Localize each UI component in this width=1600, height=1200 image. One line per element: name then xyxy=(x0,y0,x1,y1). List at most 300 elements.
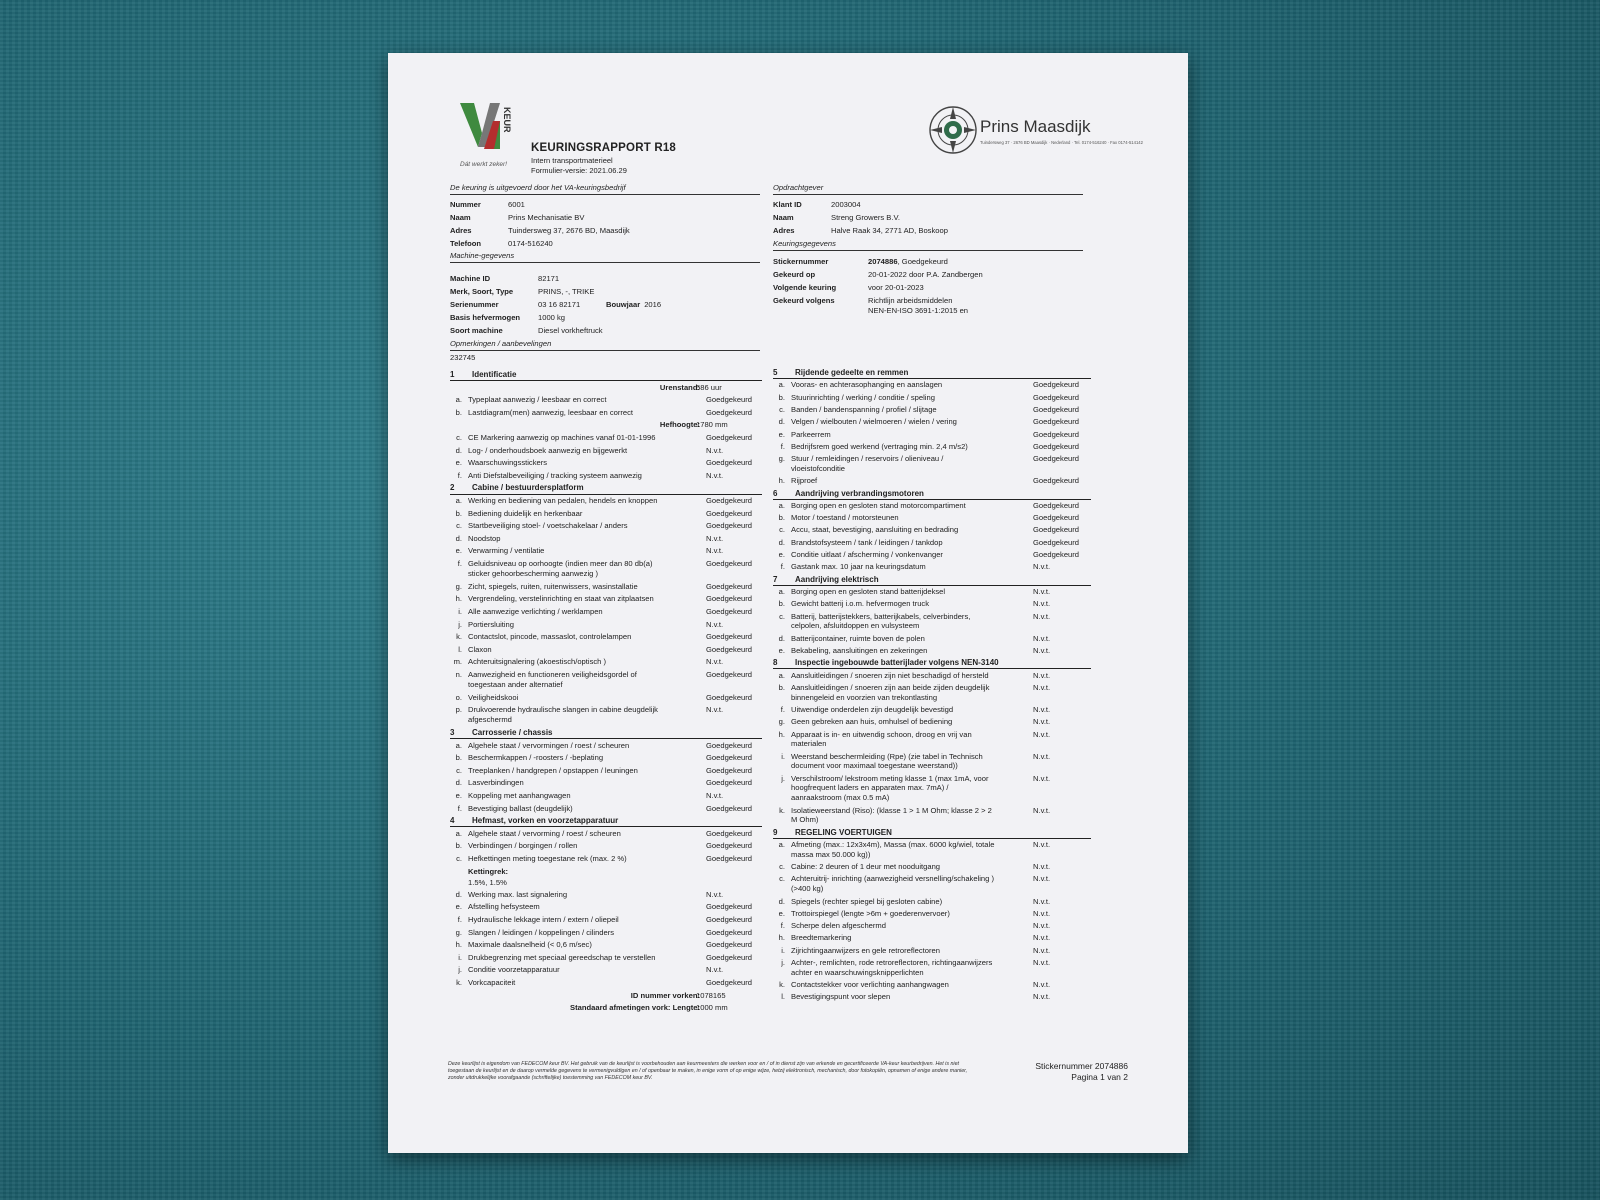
check-text xyxy=(468,753,603,763)
check-letter: i. xyxy=(781,945,785,955)
check-item xyxy=(450,395,762,405)
check-status: N.v.t. xyxy=(1033,645,1051,655)
field-machine-id: Machine ID 82171 xyxy=(450,274,560,283)
check-text-line: Veiligheidskooi xyxy=(468,692,519,702)
field-klant-adres: Adres Halve Raak 34, 2771 AD, Boskoop xyxy=(773,226,948,235)
check-text xyxy=(791,992,890,1002)
check-text-line: Motor / toestand / motorsteunen xyxy=(791,513,899,523)
section-header xyxy=(773,828,1091,839)
check-status: Goedgekeurd xyxy=(1033,537,1080,547)
check-item xyxy=(450,705,762,724)
check-item xyxy=(773,705,1091,715)
check-status: Goedgekeurd xyxy=(1033,380,1080,390)
check-letter: k. xyxy=(779,980,785,990)
check-text-line: Bevestiging ballast (deugdelijk) xyxy=(468,803,573,813)
check-letter: p. xyxy=(455,705,462,715)
check-text-line: Brandstofsysteem / tank / leidingen / tankdop xyxy=(791,537,943,547)
check-item xyxy=(450,632,762,642)
check-text-line: Anti Diefstalbeveiliging / tracking systeem aanwezig xyxy=(468,470,642,480)
check-letter: a. xyxy=(455,828,462,838)
check-status: Goedgekeurd xyxy=(706,740,753,750)
measurement-label: Standaard afmetingen vork: Lengte: xyxy=(570,1003,700,1013)
check-letter: c. xyxy=(779,862,785,872)
check-text-line: Batterij, batterijstekkers, batterijkabels, celverbinders, xyxy=(791,611,971,621)
check-item xyxy=(773,501,1091,511)
check-text-line: Trottoirspiegel (lengte >6m + goederenvervoer) xyxy=(791,908,950,918)
check-status: Goedgekeurd xyxy=(1033,500,1080,510)
check-text xyxy=(468,854,627,864)
section-number: 6 xyxy=(773,488,778,498)
check-text-line: Algehele staat / vervorming / roest / scheuren xyxy=(468,828,621,838)
check-text xyxy=(468,395,606,405)
check-item xyxy=(450,804,762,814)
check-letter: a. xyxy=(778,840,785,849)
check-item xyxy=(450,902,762,912)
check-text-line: Achter-, remlichten, rode retroreflectoren, richtingaanwijzers xyxy=(791,958,993,967)
check-item xyxy=(773,958,1091,977)
footer-disclaimer: Deze keurlijst is eigendom van FEDECOM keur BV. Het gebruik van de keurlijst is voorbehouden aan keurmeesters die werken voor en / of in dienst zijn van erkende en gecertificeerde VA-keur keurbedrijven. Het is niet toegestaan de keurlijst en de daarop vermelde gegevens te vermenigvuldigen en / of openbaar te maken, in enige vorm of op enige wijze, hetzij elektronisch, mechanisch, door fotokopiën, opnamen of enige andere manier, zonder uitdrukkelijke voorafgaande (schriftelijke) toestemming van FEDECOM keur BV. xyxy=(448,1061,968,1081)
check-text xyxy=(791,550,943,560)
field-stickernummer: Stickernummer 2074886, Goedgekeurd xyxy=(773,257,948,266)
check-status: N.v.t. xyxy=(706,790,724,800)
check-item xyxy=(773,525,1091,535)
check-text xyxy=(468,408,633,418)
check-item xyxy=(773,562,1091,572)
check-status: Goedgekeurd xyxy=(1033,404,1080,414)
check-text-line: massa max 50.000 kg)) xyxy=(791,849,871,859)
check-text-line: Achteruitsignalering (akoestisch/optisch ) xyxy=(468,657,607,667)
check-item xyxy=(773,538,1091,548)
check-text xyxy=(468,693,518,703)
measurement-value: 1078165 xyxy=(696,990,726,1000)
check-text xyxy=(468,902,540,912)
check-status: Goedgekeurd xyxy=(1033,513,1080,523)
check-text-line: Geluidsniveau op oorhoogte (indien meer dan 80 db(a) xyxy=(468,559,653,568)
check-text xyxy=(791,538,943,548)
check-letter: d. xyxy=(778,417,785,427)
check-text xyxy=(468,778,524,788)
check-item xyxy=(450,791,762,801)
measurement-label: Hefhoogte: xyxy=(659,420,700,430)
check-status: N.v.t. xyxy=(1033,862,1051,872)
check-text-line: Werking max. last signalering xyxy=(468,889,568,899)
check-text xyxy=(468,965,560,975)
check-text xyxy=(791,501,966,511)
check-letter: a. xyxy=(778,380,785,390)
check-item xyxy=(773,454,1091,473)
check-status: Goedgekeurd xyxy=(706,828,753,838)
check-letter: e. xyxy=(455,902,462,912)
check-text xyxy=(468,582,638,592)
check-item xyxy=(773,476,1091,486)
check-status: Goedgekeurd xyxy=(706,753,753,763)
check-item xyxy=(450,408,762,418)
field-serienummer: Serienummer 03 16 82171 Bouwjaar 2016 xyxy=(450,300,662,309)
check-letter: e. xyxy=(778,645,785,655)
check-status: N.v.t. xyxy=(1033,773,1051,783)
check-text xyxy=(468,953,655,963)
check-item xyxy=(773,393,1091,403)
check-item xyxy=(773,752,1091,771)
check-status: N.v.t. xyxy=(1033,921,1051,931)
check-letter: d. xyxy=(455,889,462,899)
check-status: N.v.t. xyxy=(1033,682,1051,692)
check-status: N.v.t. xyxy=(706,470,724,480)
check-status: N.v.t. xyxy=(1033,945,1051,955)
check-letter: j. xyxy=(781,958,785,967)
check-letter: b. xyxy=(455,753,462,763)
check-item xyxy=(450,620,762,630)
check-item xyxy=(773,862,1091,872)
check-text-line: hoogfrequent laders en apparaten max. 7mA) / xyxy=(791,783,949,793)
check-status: N.v.t. xyxy=(1033,586,1051,596)
check-status: N.v.t. xyxy=(1033,933,1051,943)
check-text xyxy=(468,607,603,617)
check-item xyxy=(450,753,762,763)
check-text xyxy=(468,766,638,776)
check-status: Goedgekeurd xyxy=(706,594,753,604)
check-text xyxy=(791,946,940,956)
check-text-line: Algehele staat / vervormingen / roest / scheuren xyxy=(468,740,630,750)
check-status: Goedgekeurd xyxy=(1033,525,1080,535)
check-text-line: Achteruitrij- inrichting (aanwezigheid versnelling/schakeling ) xyxy=(791,874,995,884)
check-item xyxy=(450,965,762,975)
check-item xyxy=(773,612,1091,631)
check-letter: f. xyxy=(457,914,462,924)
check-letter: c. xyxy=(779,404,785,414)
section-title: Rijdende gedeelte en remmen xyxy=(795,368,909,377)
section-number: 1 xyxy=(450,370,455,379)
field-naam: Naam Prins Mechanisatie BV xyxy=(450,213,585,222)
check-letter: k. xyxy=(456,632,462,642)
check-text-line: Lasverbindingen xyxy=(468,778,524,788)
check-status: Goedgekeurd xyxy=(1033,429,1080,439)
check-text-line: Cabine: 2 deuren of 1 deur met nooduitgang xyxy=(791,862,941,872)
check-status: N.v.t. xyxy=(1033,599,1051,609)
check-text xyxy=(468,521,628,531)
check-text-line: Aanwezigheid en functioneren veiligheidsgordel of xyxy=(468,669,637,679)
check-text-line: Breedtemarkering xyxy=(791,933,852,943)
check-item xyxy=(773,405,1091,415)
check-item xyxy=(450,657,762,667)
check-letter: e. xyxy=(778,908,785,918)
check-text xyxy=(468,841,577,851)
check-status: Goedgekeurd xyxy=(706,765,753,775)
kettingrek-label: Kettingrek: xyxy=(468,866,509,876)
field-opmerking: 232745 xyxy=(450,353,476,362)
check-text-line: Startbeveiliging stoel- / voetschakelaar / anders xyxy=(468,521,628,531)
check-text xyxy=(468,645,492,655)
check-letter: e. xyxy=(455,458,462,468)
section-number: 5 xyxy=(773,368,778,377)
section-machine: Machine-gegevens xyxy=(450,251,760,263)
check-item xyxy=(450,607,762,617)
kettingrek-value: 1.5%, 1.5% xyxy=(468,878,507,888)
check-letter: b. xyxy=(778,513,785,523)
check-text xyxy=(791,774,989,803)
field-hefvermogen: Basis hefvermogen 1000 kg xyxy=(450,313,566,322)
check-letter: g. xyxy=(778,717,785,727)
check-letter: e. xyxy=(778,429,785,439)
section-title: Aandrijving verbrandingsmotoren xyxy=(795,488,924,498)
check-text xyxy=(468,804,573,814)
check-text-line: Scherpe delen afgeschermd xyxy=(791,921,886,931)
check-item xyxy=(450,915,762,925)
section-title: Hefmast, vorken en voorzetapparatuur xyxy=(472,816,619,826)
check-text xyxy=(791,752,983,771)
check-text-line: Typeplaat aanwezig / leesbaar en correct xyxy=(468,395,607,405)
section-number: 8 xyxy=(773,658,778,668)
check-text xyxy=(791,958,992,977)
check-status: Goedgekeurd xyxy=(706,803,753,813)
check-text-line: Bedrijfsrem goed werkend (vertraging min. 2,4 m/s2) xyxy=(791,441,968,451)
check-text xyxy=(468,657,606,667)
section-header xyxy=(773,658,1091,669)
section-number: 4 xyxy=(450,816,455,826)
check-letter: i. xyxy=(458,952,462,962)
check-status: N.v.t. xyxy=(1033,729,1051,739)
check-text-line: celpolen, afsluitdoppen en vulsysteem xyxy=(791,621,920,631)
check-text-line: Treeplanken / handgrepen / opstappen / leuningen xyxy=(468,765,638,775)
field-gekeurd-op: Gekeurd op 20-01-2022 door P.A. Zandbergen xyxy=(773,270,983,279)
check-text-line: Zijrichtingaanwijzers en gele retroreflectoren xyxy=(791,945,940,955)
section-header xyxy=(450,370,762,381)
check-item xyxy=(450,546,762,556)
check-status: N.v.t. xyxy=(706,619,724,629)
check-status: N.v.t. xyxy=(1033,611,1051,621)
check-status: Goedgekeurd xyxy=(706,853,753,863)
check-text-line: document voor maximaal toegestane weerstand)) xyxy=(791,761,958,771)
check-status: N.v.t. xyxy=(1033,896,1051,906)
section-number: 3 xyxy=(450,727,455,737)
check-letter: e. xyxy=(455,790,462,800)
check-text-line: aanraakstroom (max 0.5 mA) xyxy=(791,793,890,803)
field-volgende-keuring: Volgende keuring voor 20-01-2023 xyxy=(773,283,924,292)
check-item xyxy=(450,446,762,456)
check-letter: l. xyxy=(458,644,462,654)
check-letter: f. xyxy=(457,803,462,813)
check-letter: j. xyxy=(781,773,785,783)
check-status: Goedgekeurd xyxy=(706,559,753,568)
check-status: Goedgekeurd xyxy=(1033,454,1080,464)
check-status: Goedgekeurd xyxy=(1033,550,1080,559)
check-text xyxy=(468,620,514,630)
check-item xyxy=(450,458,762,468)
check-status: Goedgekeurd xyxy=(706,914,753,924)
section-keuringsbedrijf: De keuring is uitgevoerd door het VA-keuringsbedrijf xyxy=(450,183,760,195)
check-text xyxy=(791,393,935,403)
check-text-line: Vooras- en achterasophanging en aanslagen xyxy=(791,380,943,390)
check-letter: n. xyxy=(455,669,462,679)
check-letter: e. xyxy=(455,546,462,556)
check-item xyxy=(773,946,1091,956)
check-status: N.v.t. xyxy=(706,705,724,715)
check-letter: c. xyxy=(456,765,462,775)
check-text xyxy=(468,458,547,468)
check-status: N.v.t. xyxy=(1033,670,1051,680)
check-item xyxy=(773,980,1091,990)
check-text-line: sticker gehoorbescherming aanwezig ) xyxy=(468,568,599,578)
check-item xyxy=(773,550,1091,560)
check-text-line: afgeschermd xyxy=(468,714,512,724)
check-status: Goedgekeurd xyxy=(706,952,753,962)
check-text xyxy=(791,862,940,872)
check-status: Goedgekeurd xyxy=(706,778,753,788)
check-text xyxy=(791,646,927,656)
check-text-line: Conditie uitlaat / afscherming / vonkenvanger xyxy=(791,550,943,559)
prins-compass-icon xyxy=(928,105,978,155)
check-letter: a. xyxy=(455,496,462,505)
check-text-line: Log- / onderhoudsboek aanwezig en bijgewerkt xyxy=(468,445,628,455)
check-text-line: Koppeling met aanhangwagen xyxy=(468,790,571,800)
check-text xyxy=(791,476,817,486)
check-item xyxy=(773,599,1091,609)
check-text-line: Stuurinrichting / werking / conditie / speling xyxy=(791,392,935,402)
field-nummer: Nummer 6001 xyxy=(450,200,525,209)
check-letter: g. xyxy=(455,581,462,591)
check-item xyxy=(450,645,762,655)
check-text xyxy=(468,791,571,801)
check-item xyxy=(450,766,762,776)
section-title: REGELING VOERTUIGEN xyxy=(795,827,892,837)
check-item xyxy=(450,940,762,950)
check-letter: h. xyxy=(455,940,462,950)
check-status: N.v.t. xyxy=(1033,751,1051,761)
check-text xyxy=(791,405,937,415)
check-text-line: Parkeerrem xyxy=(791,429,831,439)
check-status: Goedgekeurd xyxy=(706,902,753,912)
check-letter: m. xyxy=(453,657,462,667)
check-text-line: Uitwendige onderdelen zijn deugdelijk bevestigd xyxy=(791,704,954,714)
check-text-line: Lastdiagram(men) aanwezig, leesbaar en correct xyxy=(468,407,634,417)
check-letter: f. xyxy=(457,470,462,480)
report-title: KEURINGSRAPPORT R18 xyxy=(531,142,677,154)
check-status: N.v.t. xyxy=(706,445,724,455)
section-header xyxy=(450,483,762,494)
check-text-line: achter en waarschuwingsknipperlichten xyxy=(791,967,924,977)
check-status: N.v.t. xyxy=(1033,633,1051,643)
check-text xyxy=(791,430,831,440)
check-item xyxy=(773,683,1091,702)
check-text-line: Gastank max. 10 jaar na keuringsdatum xyxy=(791,562,926,572)
check-text-line: Noodstop xyxy=(468,533,501,543)
check-text xyxy=(791,909,950,919)
check-text xyxy=(468,509,582,519)
check-text-line: (>400 kg) xyxy=(791,884,824,894)
check-text-line: Verwarming / ventilatie xyxy=(468,546,545,556)
check-letter: d. xyxy=(455,778,462,788)
check-text-line: Beschermkappen / -roosters / -beplating xyxy=(468,753,604,763)
check-text xyxy=(791,380,942,390)
measurement-value: 586 uur xyxy=(696,382,722,392)
check-status: Goedgekeurd xyxy=(1033,392,1080,402)
check-item xyxy=(773,992,1091,1002)
check-text xyxy=(468,890,567,900)
measurement-value: 1000 mm xyxy=(696,1003,728,1013)
check-item xyxy=(450,841,762,851)
check-text xyxy=(791,599,929,609)
check-status: N.v.t. xyxy=(706,657,724,667)
check-text-line: Verschilstroom/ lekstroom meting klasse 1 (max 1mA, voor xyxy=(791,773,989,783)
check-item xyxy=(450,890,762,900)
check-text xyxy=(468,670,637,689)
check-letter: a. xyxy=(455,395,462,405)
inspection-report-page xyxy=(388,53,1188,1153)
check-item xyxy=(450,509,762,519)
check-text xyxy=(791,897,942,907)
check-text-line: Aansluitleidingen / snoeren zijn aan beide zijden deugdelijk xyxy=(791,682,990,692)
check-text xyxy=(791,933,851,943)
check-status: N.v.t. xyxy=(1033,874,1051,884)
check-text xyxy=(791,562,926,572)
check-text-line: Afmeting (max.: 12x3x4m), Massa (max. 6000 kg/wiel, totale xyxy=(791,840,995,849)
check-item xyxy=(773,806,1091,825)
check-text-line: Borging open en gesloten stand motorcompartiment xyxy=(791,500,966,510)
check-text-line: CE Markering aanwezig op machines vanaf 01-01-1996 xyxy=(468,433,656,442)
check-letter: d. xyxy=(455,533,462,543)
check-text xyxy=(468,594,654,604)
check-letter: b. xyxy=(778,682,785,692)
check-status: N.v.t. xyxy=(706,965,724,975)
check-text-line: materialen xyxy=(791,739,827,749)
check-letter: d. xyxy=(778,896,785,906)
check-status: Goedgekeurd xyxy=(706,927,753,937)
check-item xyxy=(450,778,762,788)
field-adres: Adres Tuindersweg 37, 2676 BD, Maasdijk xyxy=(450,226,630,235)
check-text xyxy=(791,921,886,931)
check-text xyxy=(468,829,621,839)
check-text xyxy=(468,978,515,988)
check-text-line: Bediening duidelijk en herkenbaar xyxy=(468,508,583,518)
check-text xyxy=(791,612,970,631)
check-text-line: Waarschuwingsstickers xyxy=(468,458,548,468)
check-letter: b. xyxy=(455,407,462,417)
check-item xyxy=(773,380,1091,390)
check-item xyxy=(450,582,762,592)
check-item xyxy=(773,671,1091,681)
check-text xyxy=(791,587,945,597)
prins-logo-text: Prins Maasdijk xyxy=(980,117,1091,136)
check-letter: b. xyxy=(455,841,462,851)
check-letter: i. xyxy=(458,606,462,616)
check-letter: d. xyxy=(778,537,785,547)
check-status: Goedgekeurd xyxy=(706,977,753,987)
check-text xyxy=(791,634,925,644)
check-letter: c. xyxy=(779,874,785,884)
check-status: Goedgekeurd xyxy=(706,940,753,950)
check-text-line: Slangen / leidingen / koppelingen / cilinders xyxy=(468,927,615,937)
check-item xyxy=(450,693,762,703)
check-status: N.v.t. xyxy=(706,546,724,556)
report-subtitle: Intern transportmaterieel Formulier-versie: 2021.06.29 xyxy=(531,156,627,175)
check-text-line: Aansluitleidingen / snoeren zijn niet beschadigd of hersteld xyxy=(791,670,989,680)
check-text-line: Banden / bandenspanning / profiel / slijtage xyxy=(791,404,937,414)
prins-contact-line: Tuindersweg 37 · 2676 BD Maasdijk · Nederland · Tel. 0174-516240 · Fax 0174-514142 xyxy=(980,140,1143,145)
check-letter: f. xyxy=(780,441,785,451)
check-text-line: Verbindingen / borgingen / rollen xyxy=(468,841,578,851)
check-letter: h. xyxy=(778,933,785,943)
check-status: N.v.t. xyxy=(1033,992,1051,1002)
check-status: N.v.t. xyxy=(1033,704,1051,714)
check-letter: b. xyxy=(778,599,785,609)
check-letter: o. xyxy=(455,692,462,702)
check-text-line: Weerstand beschermleiding (Rpe) (zie tabel in Technisch xyxy=(791,751,983,761)
check-item xyxy=(450,854,762,864)
check-text xyxy=(468,915,619,925)
check-text xyxy=(468,471,642,481)
check-letter: f. xyxy=(780,562,785,572)
check-text xyxy=(791,442,968,452)
